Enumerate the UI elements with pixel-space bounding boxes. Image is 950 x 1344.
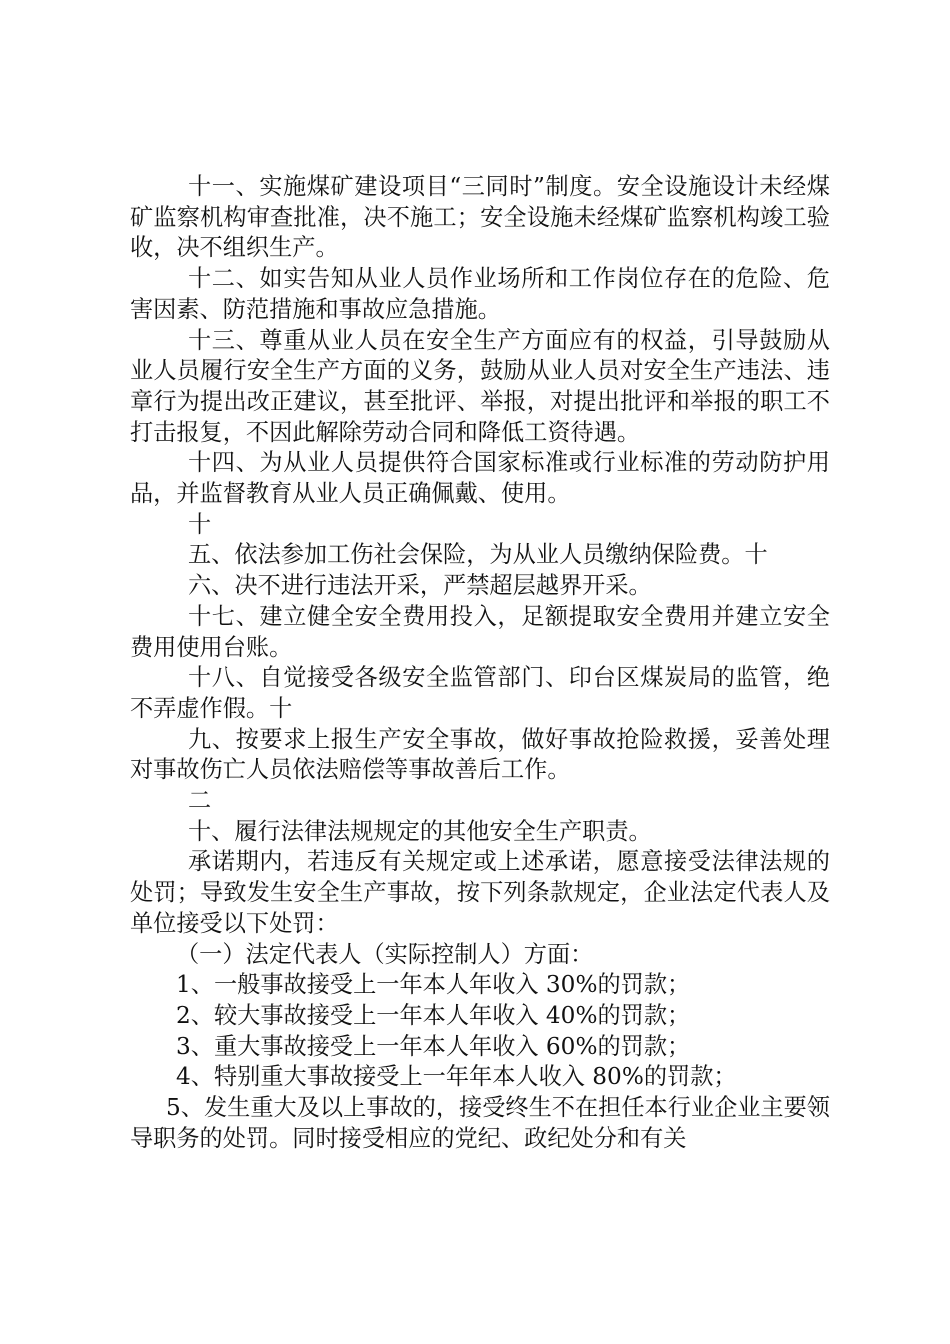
paragraph-15: 五、依法参加工伤社会保险，为从业人员缴纳保险费。十: [188, 541, 768, 569]
penalty-item-2: 2、较大事故接受上一年本人年收入 40%的罚款；: [176, 1001, 691, 1029]
paragraph-15-fragment: 十: [188, 510, 212, 538]
section-legal-representative: （一）法定代表人（实际控制人）方面：: [176, 940, 594, 968]
penalty-item-1: 1、一般事故接受上一年本人年收入 30%的罚款；: [176, 971, 691, 999]
paragraph-16: 六、决不进行违法开采，严禁超层越界开采。: [188, 572, 652, 600]
paragraph-19: 九、按要求上报生产安全事故，做好事故抢险救援，妥善处理对事故伤亡人员依法赔偿等事故善后工作。: [130, 725, 830, 784]
paragraph-18: 十八、自觉接受各级安全监管部门、印台区煤炭局的监管，绝不弄虚作假。十: [130, 664, 830, 722]
paragraph-20: 十、履行法律法规规定的其他安全生产职责。: [188, 817, 652, 845]
paragraph-12: 十二、如实告知从业人员作业场所和工作岗位存在的危险、危害因素、防范措施和事故应急措施。: [130, 265, 830, 323]
paragraph-11: 十一、实施煤矿建设项目“三同时”制度。安全设施设计未经煤矿监察机构审查批准，决不施工；安全设施未经煤矿监察机构竣工验收，决不组织生产。: [130, 173, 830, 262]
paragraph-13: 十三、尊重从业人员在安全生产方面应有的权益，引导鼓励从业人员履行安全生产方面的义务，鼓励从业人员对安全生产违法、违章行为提出改正建议，甚至批评、举报，对提出批评和举报的职工不打击报复，不因此解除劳动合同和降低工资待遇。: [130, 326, 830, 446]
document-body: [130, 172, 830, 1155]
penalty-item-5: 5、发生重大及以上事故的，接受终生不在担任本行业企业主要领导职务的处罚。同时接受相应的党纪、政纪处分和有关: [130, 1094, 830, 1152]
paragraph-20-fragment: 二: [188, 787, 212, 815]
paragraph-penalty-intro: 承诺期内，若违反有关规定或上述承诺，愿意接受法律法规的处罚；导致发生安全生产事故，按下列条款规定，企业法定代表人及单位接受以下处罚：: [130, 848, 830, 937]
penalty-item-3: 3、重大事故接受上一年本人年收入 60%的罚款；: [176, 1032, 691, 1060]
paragraph-14: 十四、为从业人员提供符合国家标准或行业标准的劳动防护用品，并监督教育从业人员正确佩戴、使用。: [130, 449, 830, 508]
paragraph-17: 十七、建立健全安全费用投入，足额提取安全费用并建立安全费用使用台账。: [130, 602, 830, 661]
penalty-item-4: 4、特别重大事故接受上一年年本人收入 80%的罚款；: [176, 1063, 737, 1091]
